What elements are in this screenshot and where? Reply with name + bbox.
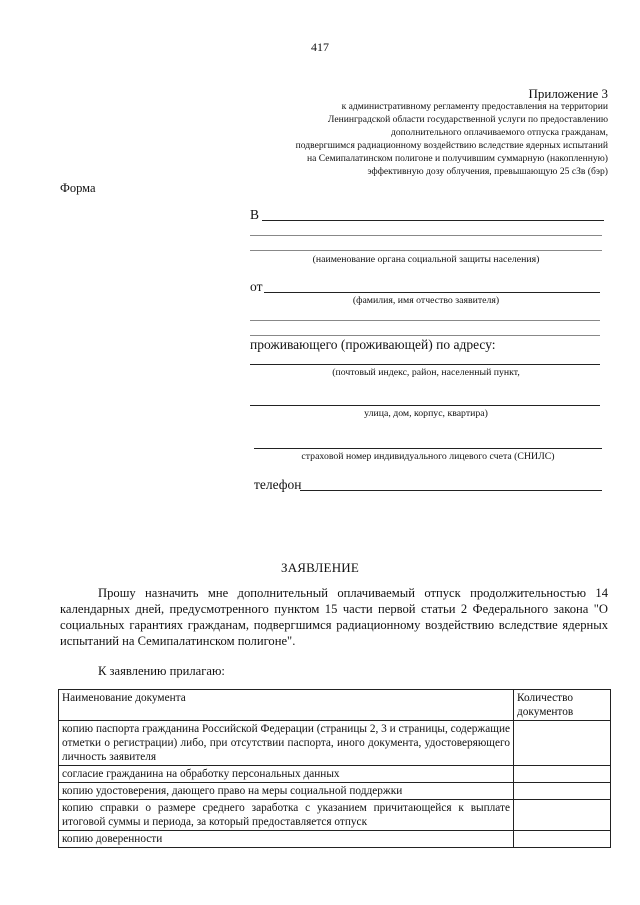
street-caption: улица, дом, корпус, квартира) <box>364 408 488 419</box>
organ-field-line-3[interactable] <box>250 250 602 251</box>
fio-field-line-2[interactable] <box>250 320 600 321</box>
appendix-line: Ленинградской области государственной услуги по предоставлению <box>327 114 608 125</box>
document-count-cell[interactable] <box>514 783 611 800</box>
organ-field-line-2[interactable] <box>250 235 602 236</box>
document-count-cell[interactable] <box>514 721 611 766</box>
organ-caption: (наименование органа социальной защиты населения) <box>312 254 540 265</box>
header-document-name: Наименование документа <box>59 690 514 721</box>
fio-field-line-3[interactable] <box>250 335 600 336</box>
document-name-cell: копию удостоверения, дающего право на меры социальной поддержки <box>59 783 514 800</box>
organ-field-line-1[interactable] <box>262 220 604 221</box>
table-row <box>59 783 611 800</box>
table-row <box>59 800 611 831</box>
street-field-line[interactable] <box>250 405 600 406</box>
appendix-line: дополнительного оплачиваемого отпуска гражданам, <box>390 127 608 138</box>
document-name-cell: копию паспорта гражданина Российской Федерации (страницы 2, 3 и страницы, содержащие отметки о регистрации) либо, при отсутствии паспорта, иного документа, удостоверяющего личность заявителя <box>59 721 514 766</box>
table-row <box>59 766 611 783</box>
header-document-count: Количество документов <box>514 690 611 721</box>
snils-field-line[interactable] <box>254 448 602 449</box>
document-count-cell[interactable] <box>514 831 611 848</box>
document-name-cell: согласие гражданина на обработку персональных данных <box>59 766 514 783</box>
form-label: Форма <box>60 181 96 195</box>
fio-caption: (фамилия, имя отчество заявителя) <box>352 295 500 306</box>
statement-heading: ЗАЯВЛЕНИЕ <box>280 560 360 575</box>
appendix-title: Приложение 3 <box>528 86 608 101</box>
address-label: проживающего (проживающей) по адресу: <box>250 337 496 352</box>
appendix-line: к административному регламенту предоставления на территории <box>341 101 608 112</box>
phone-field-line[interactable] <box>300 490 602 491</box>
document-count-cell[interactable] <box>514 766 611 783</box>
document-count-cell[interactable] <box>514 800 611 831</box>
phone-label: телефон <box>254 477 302 492</box>
table-row <box>59 721 611 766</box>
to-prefix: В <box>250 207 260 222</box>
documents-table <box>58 689 611 848</box>
page-number: 417 <box>311 40 329 54</box>
document-name-cell: копию справки о размере среднего заработка с указанием причитающейся к выплате итоговой суммы и периода, за который предоставляется отпуск <box>59 800 514 831</box>
fio-field-line[interactable] <box>264 292 600 293</box>
postal-field-line[interactable] <box>250 364 600 365</box>
document-name-cell: копию доверенности <box>59 831 514 848</box>
appendix-reference <box>228 100 608 178</box>
table-header-row <box>59 690 611 721</box>
from-prefix: от <box>250 279 263 294</box>
snils-caption: страховой номер индивидуального лицевого счета (СНИЛС) <box>301 451 555 462</box>
table-row <box>59 831 611 848</box>
appendix-line: эффективную дозу облучения, превышающую 25 сЗв (бэр) <box>367 166 608 177</box>
postal-caption: (почтовый индекс, район, населенный пункт, <box>332 367 520 378</box>
appendix-line: на Семипалатинском полигоне и получившим суммарную (накопленную) <box>306 153 608 164</box>
statement-body: Прошу назначить мне дополнительный оплачиваемый отпуск продолжительностью 14 календарных дней, предусмотренного пунктом 15 части первой статьи 2 Федерального закона "О социальных гарантиях гражданам, подвергшимся радиационному воздействию вследствие ядерных испытаний на Семипалатинском полигоне". <box>60 586 608 648</box>
attach-label: К заявлению прилагаю: <box>98 664 225 678</box>
appendix-line: подвергшимся радиационному воздействию вследствие ядерных испытаний <box>295 140 608 151</box>
